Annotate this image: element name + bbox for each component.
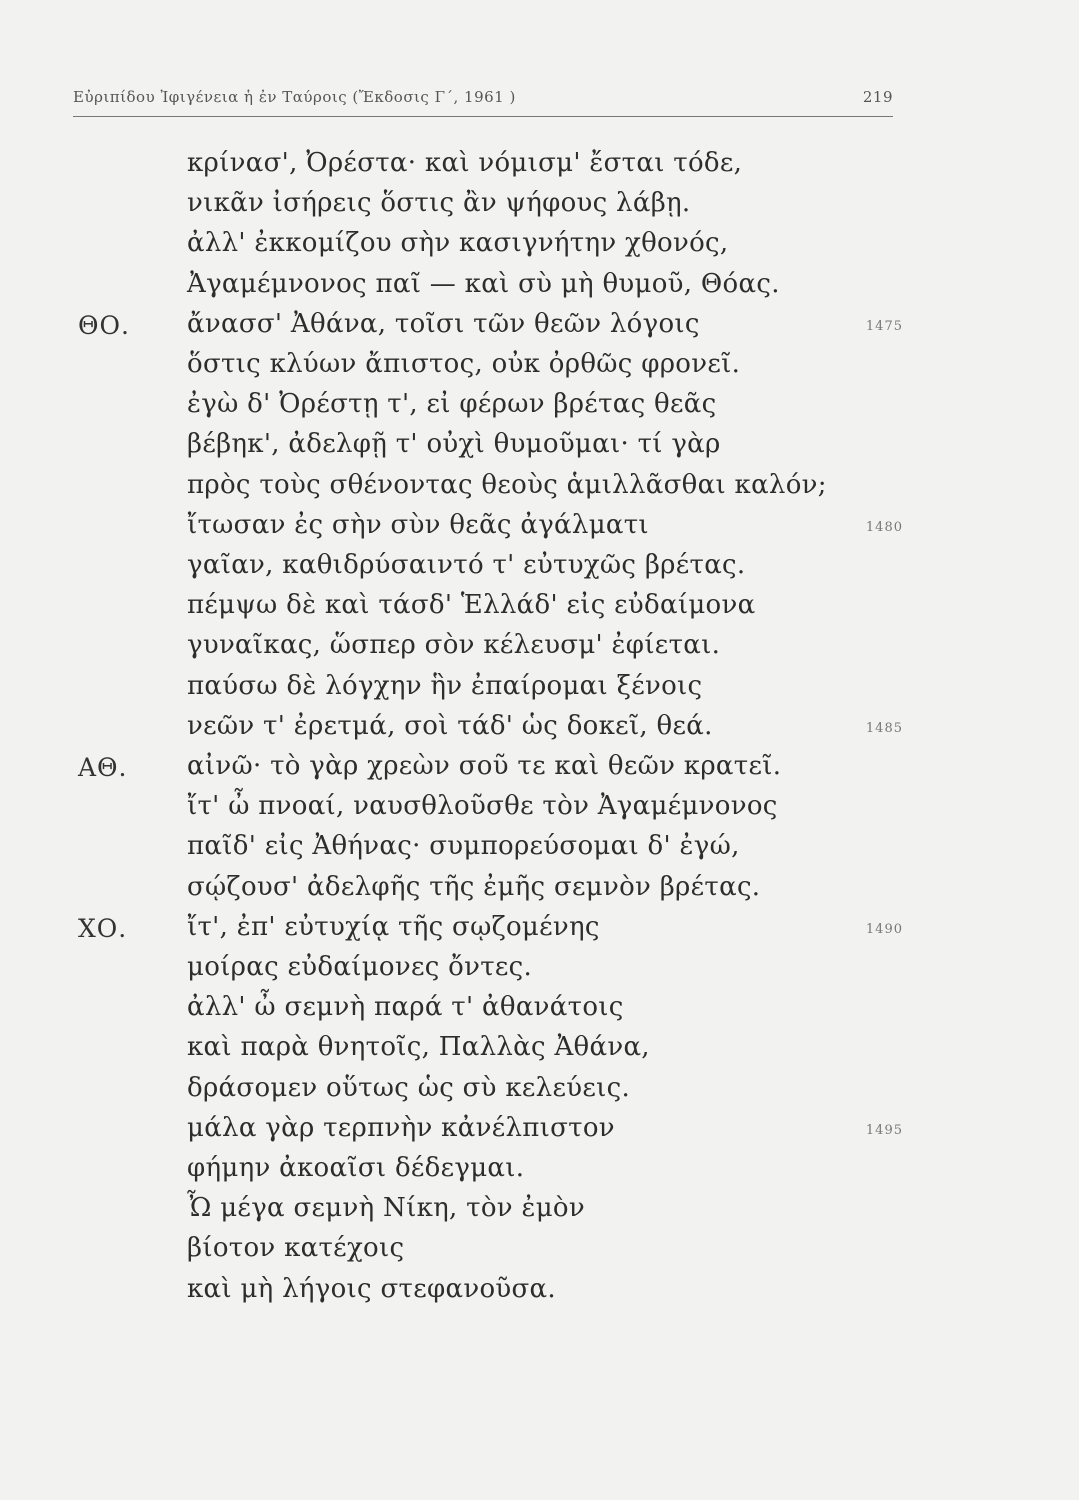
verse-line (0, 309, 1079, 349)
verse-text: παῖδ' εἰς Ἀθήνας· συμπορεύσομαι δ' ἐγώ, (187, 831, 740, 862)
verse-line (0, 671, 1079, 711)
verse-text: νικᾶν ἰσήρεις ὅστις ἂν ψήφους λάβῃ. (187, 188, 691, 219)
line-number: 1490 (865, 921, 903, 937)
verse-line (0, 470, 1079, 510)
verse-line (0, 1113, 1079, 1153)
running-header (73, 88, 893, 114)
verse-text: γαῖαν, καθιδρύσαιντό τ' εὐτυχῶς βρέτας. (187, 550, 746, 580)
verse-line (0, 1274, 1079, 1314)
verse-line (0, 1032, 1079, 1072)
verse-text: φήμην ἀκοαῖσι δέδεγμαι. (187, 1153, 525, 1183)
verse-line (0, 550, 1079, 590)
verse-text: ἐγὼ δ' Ὀρέστῃ τ', εἰ φέρων βρέτας θεᾶς (187, 389, 717, 420)
page-number: 219 (862, 88, 893, 106)
verse-text: σῴζουσ' ἀδελφῆς τῆς ἐμῆς σεμνὸν βρέτας. (187, 871, 761, 902)
verse-text: γυναῖκας, ὥσπερ σὸν κέλευσμ' ἐφίεται. (187, 630, 721, 661)
verse-text: ἴτωσαν ἐς σὴν σὺν θεᾶς ἀγάλματι (187, 509, 649, 540)
verse-line (0, 791, 1079, 831)
verse-line (0, 1193, 1079, 1233)
verse-line (0, 228, 1079, 268)
verse-text: ἴτ', ἐπ' εὐτυχίᾳ τῆς σῳζομένης (187, 911, 600, 942)
verse-line (0, 148, 1079, 188)
verse-text: καὶ παρὰ θνητοῖς, Παλλὰς Ἀθάνα, (187, 1032, 650, 1063)
header-rule (73, 116, 893, 117)
verse-text: πέμψω δὲ καὶ τάσδ' Ἑλλάδ' εἰς εὐδαίμονα (187, 590, 756, 621)
verse-line (0, 1153, 1079, 1193)
verse-line (0, 831, 1079, 871)
verse-line (0, 872, 1079, 912)
verse-line (0, 912, 1079, 952)
verse-text: δράσομεν οὕτως ὡς σὺ κελεύεις. (187, 1072, 631, 1103)
verse-line (0, 1073, 1079, 1113)
verse-text: μάλα γὰρ τερπνὴν κἀνέλπιστον (187, 1112, 615, 1143)
speaker-label: ΑΘ. (78, 753, 128, 782)
header-title: Εὐριπίδου Ἰφιγένεια ἡ ἐν Ταύροις (Ἔκδοσις Γ΄, 1961 ) (73, 88, 516, 106)
verse-text: μοίρας εὐδαίμονες ὄντες. (187, 952, 533, 982)
line-number: 1495 (865, 1122, 903, 1138)
verse-line (0, 429, 1079, 469)
verse-line (0, 389, 1079, 429)
verse-line (0, 952, 1079, 992)
verse-text: κρίνασ', Ὀρέστα· καὶ νόμισμ' ἔσται τόδε, (187, 148, 743, 178)
verse-text: Ὦ μέγα σεμνὴ Νίκη, τὸν ἐμὸν (187, 1193, 585, 1224)
verse-line (0, 269, 1079, 309)
verse-line (0, 711, 1079, 751)
verse-text: Ἀγαμέμνονος παῖ — καὶ σὺ μὴ θυμοῦ, Θόας. (187, 268, 780, 299)
verse-line (0, 992, 1079, 1032)
verse-line (0, 751, 1079, 791)
verse-line (0, 349, 1079, 389)
verse-text: ἴτ' ὦ πνοαί, ναυσθλοῦσθε τὸν Ἀγαμέμνονος (187, 791, 778, 822)
verse-text: παύσω δὲ λόγχην ἣν ἐπαίρομαι ξένοις (187, 670, 703, 701)
verse-text: ἄνασσ' Ἀθάνα, τοῖσι τῶν θεῶν λόγοις (187, 308, 700, 339)
verse-line (0, 630, 1079, 670)
verse-line (0, 510, 1079, 550)
line-number: 1485 (865, 720, 903, 736)
line-number: 1480 (865, 519, 903, 535)
line-number: 1475 (865, 318, 903, 334)
verse-text: αἰνῶ· τὸ γὰρ χρεὼν σοῦ τε καὶ θεῶν κρατεῖ. (187, 751, 782, 781)
verse-text: νεῶν τ' ἐρετμά, σοὶ τάδ' ὡς δοκεῖ, θεά. (187, 710, 713, 741)
verse-text: ἀλλ' ὦ σεμνὴ παρά τ' ἀθανάτοις (187, 992, 624, 1023)
verse-line (0, 1233, 1079, 1273)
verse-text: βέβηκ', ἀδελφῇ τ' οὐχὶ θυμοῦμαι· τί γὰρ (187, 429, 721, 460)
verse-text: ὅστις κλύων ἄπιστος, οὐκ ὀρθῶς φρονεῖ. (187, 349, 741, 379)
verse-line (0, 590, 1079, 630)
verse-text: βίοτον κατέχοις (187, 1233, 405, 1264)
verse-text: πρὸς τοὺς σθένοντας θεοὺς ἁμιλλᾶσθαι καλόν; (187, 469, 827, 500)
speaker-label: ΧΟ. (78, 913, 128, 943)
verse-text: ἀλλ' ἐκκομίζου σὴν κασιγνήτην χθονός, (187, 228, 729, 259)
verse-text: καὶ μὴ λήγοις στεφανοῦσα. (187, 1273, 556, 1304)
verse-line (0, 188, 1079, 228)
speaker-label: ΘΟ. (78, 310, 130, 340)
